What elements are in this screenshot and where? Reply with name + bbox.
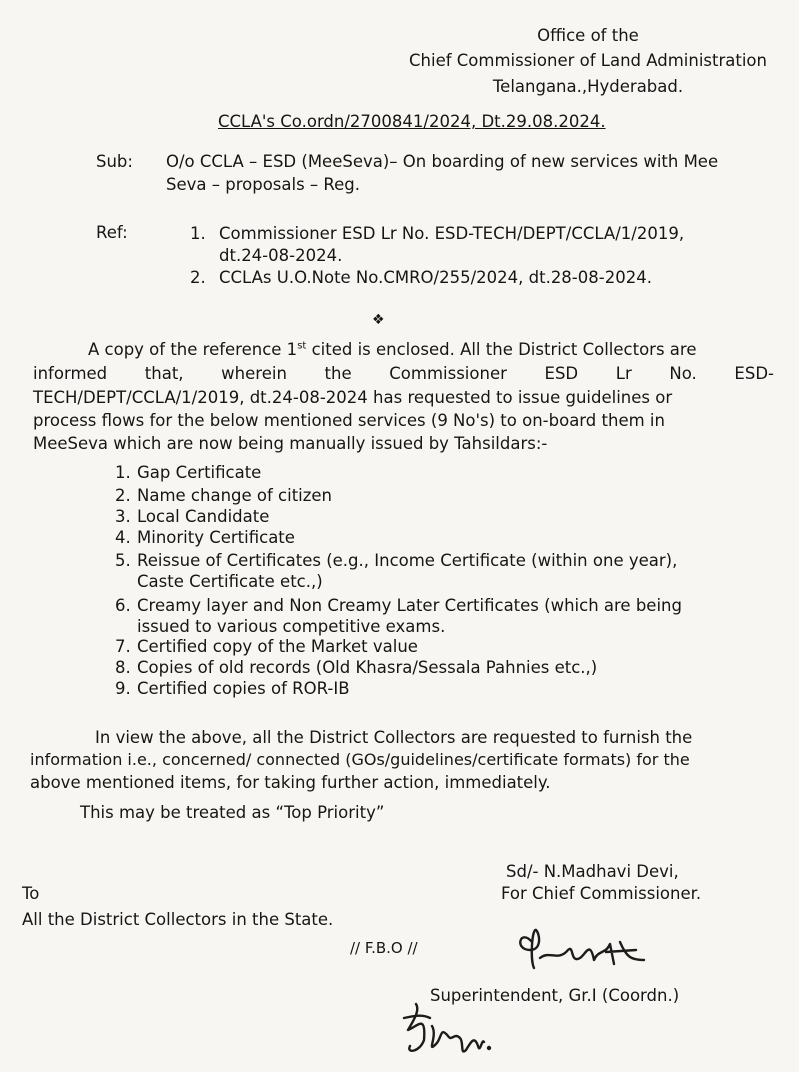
subject-label: Sub: — [96, 152, 133, 171]
para1-line-1-a: A copy of the reference 1 — [88, 340, 298, 359]
ref-label: Ref: — [96, 223, 128, 242]
superintendent-designation: Superintendent, Gr.I (Coordn.) — [430, 986, 680, 1005]
service-num: 3. — [115, 507, 131, 526]
to-value: All the District Collectors in the State. — [22, 910, 334, 929]
para1-line-1-b: cited is enclosed. All the District Collectors are — [306, 340, 697, 359]
service-6 — [115, 596, 682, 616]
fbo-mark: // F.B.O // — [350, 939, 418, 957]
office-line-2: Chief Commissioner of Land Administration — [409, 51, 767, 70]
service-7 — [115, 637, 418, 657]
para1-line-5: MeeSeva which are now being manually issued by Tahsildars:- — [33, 434, 548, 453]
para1-line-4: process flows for the below mentioned services (9 No's) to on-board them in — [33, 411, 665, 430]
ref-1-num: 1. — [190, 224, 206, 243]
service-text: Gap Certificate — [137, 463, 262, 482]
signed-by: Sd/- N.Madhavi Devi, — [506, 862, 679, 881]
service-3 — [115, 507, 269, 527]
service-text: Creamy layer and Non Creamy Later Certificates (which are being — [137, 596, 682, 615]
service-5 — [115, 551, 677, 571]
para1-line-2: informed that, wherein the Commissioner ESD Lr No. ESD- — [33, 364, 774, 383]
signature-designation: For Chief Commissioner. — [501, 884, 702, 903]
para2-line-1: In view the above, all the District Collectors are requested to furnish the — [95, 728, 693, 747]
service-num: 9. — [115, 679, 131, 698]
para1-line-1-sup: st — [297, 340, 307, 352]
service-8 — [115, 658, 597, 678]
service-num: 5. — [115, 551, 131, 570]
service-num: 6. — [115, 596, 131, 615]
service-text: Minority Certificate — [137, 528, 295, 547]
service-num: 1. — [115, 463, 131, 482]
service-1 — [115, 463, 261, 483]
service-text: Copies of old records (Old Khasra/Sessala Pahnies etc.,) — [137, 658, 598, 677]
para1-line-1 — [88, 340, 774, 360]
para1-line-3: TECH/DEPT/CCLA/1/2019, dt.24-08-2024 has requested to issue guidelines or — [33, 388, 673, 407]
ref-2-num: 2. — [190, 268, 206, 287]
service-num: 4. — [115, 528, 131, 547]
ref-2-line-1: CCLAs U.O.Note No.CMRO/255/2024, dt.28-08-2024. — [219, 268, 652, 287]
para2-line-2: information i.e., concerned/ connected (GOs/guidelines/certificate formats) for the — [30, 750, 690, 769]
reference-number: CCLA's Co.ordn/2700841/2024, Dt.29.08.2024. — [218, 112, 606, 131]
service-num: 2. — [115, 486, 131, 505]
service-num: 7. — [115, 637, 131, 656]
service-text: Local Candidate — [137, 507, 270, 526]
service-5-line-2: Caste Certificate etc.,) — [137, 572, 323, 591]
ref-1-line-2: dt.24-08-2024. — [219, 246, 343, 265]
separator-ornament: ❖ — [372, 312, 385, 328]
office-line-1: Office of the — [537, 26, 639, 45]
service-4 — [115, 528, 295, 548]
service-text: Reissue of Certificates (e.g., Income Certificate (within one year), — [137, 551, 678, 570]
service-text: Name change of citizen — [137, 486, 333, 505]
service-2 — [115, 486, 332, 506]
priority-line: This may be treated as “Top Priority” — [80, 803, 385, 822]
service-num: 8. — [115, 658, 131, 677]
initials-signature — [396, 996, 506, 1068]
superintendent-signature — [510, 920, 660, 980]
service-9 — [115, 679, 350, 699]
to-label: To — [22, 884, 40, 903]
service-6-line-2: issued to various competitive exams. — [137, 617, 446, 636]
subject-line-1: O/o CCLA – ESD (MeeSeva)– On boarding of new services with Mee — [166, 152, 719, 171]
ref-1-line-1: Commissioner ESD Lr No. ESD-TECH/DEPT/CCLA/1/2019, — [219, 224, 685, 243]
office-line-3: Telangana.,Hyderabad. — [492, 77, 684, 96]
service-text: Certified copies of ROR-IB — [137, 679, 350, 698]
service-text: Certified copy of the Market value — [137, 637, 418, 656]
para2-line-3: above mentioned items, for taking further action, immediately. — [30, 773, 551, 792]
subject-line-2: Seva – proposals – Reg. — [166, 175, 361, 194]
